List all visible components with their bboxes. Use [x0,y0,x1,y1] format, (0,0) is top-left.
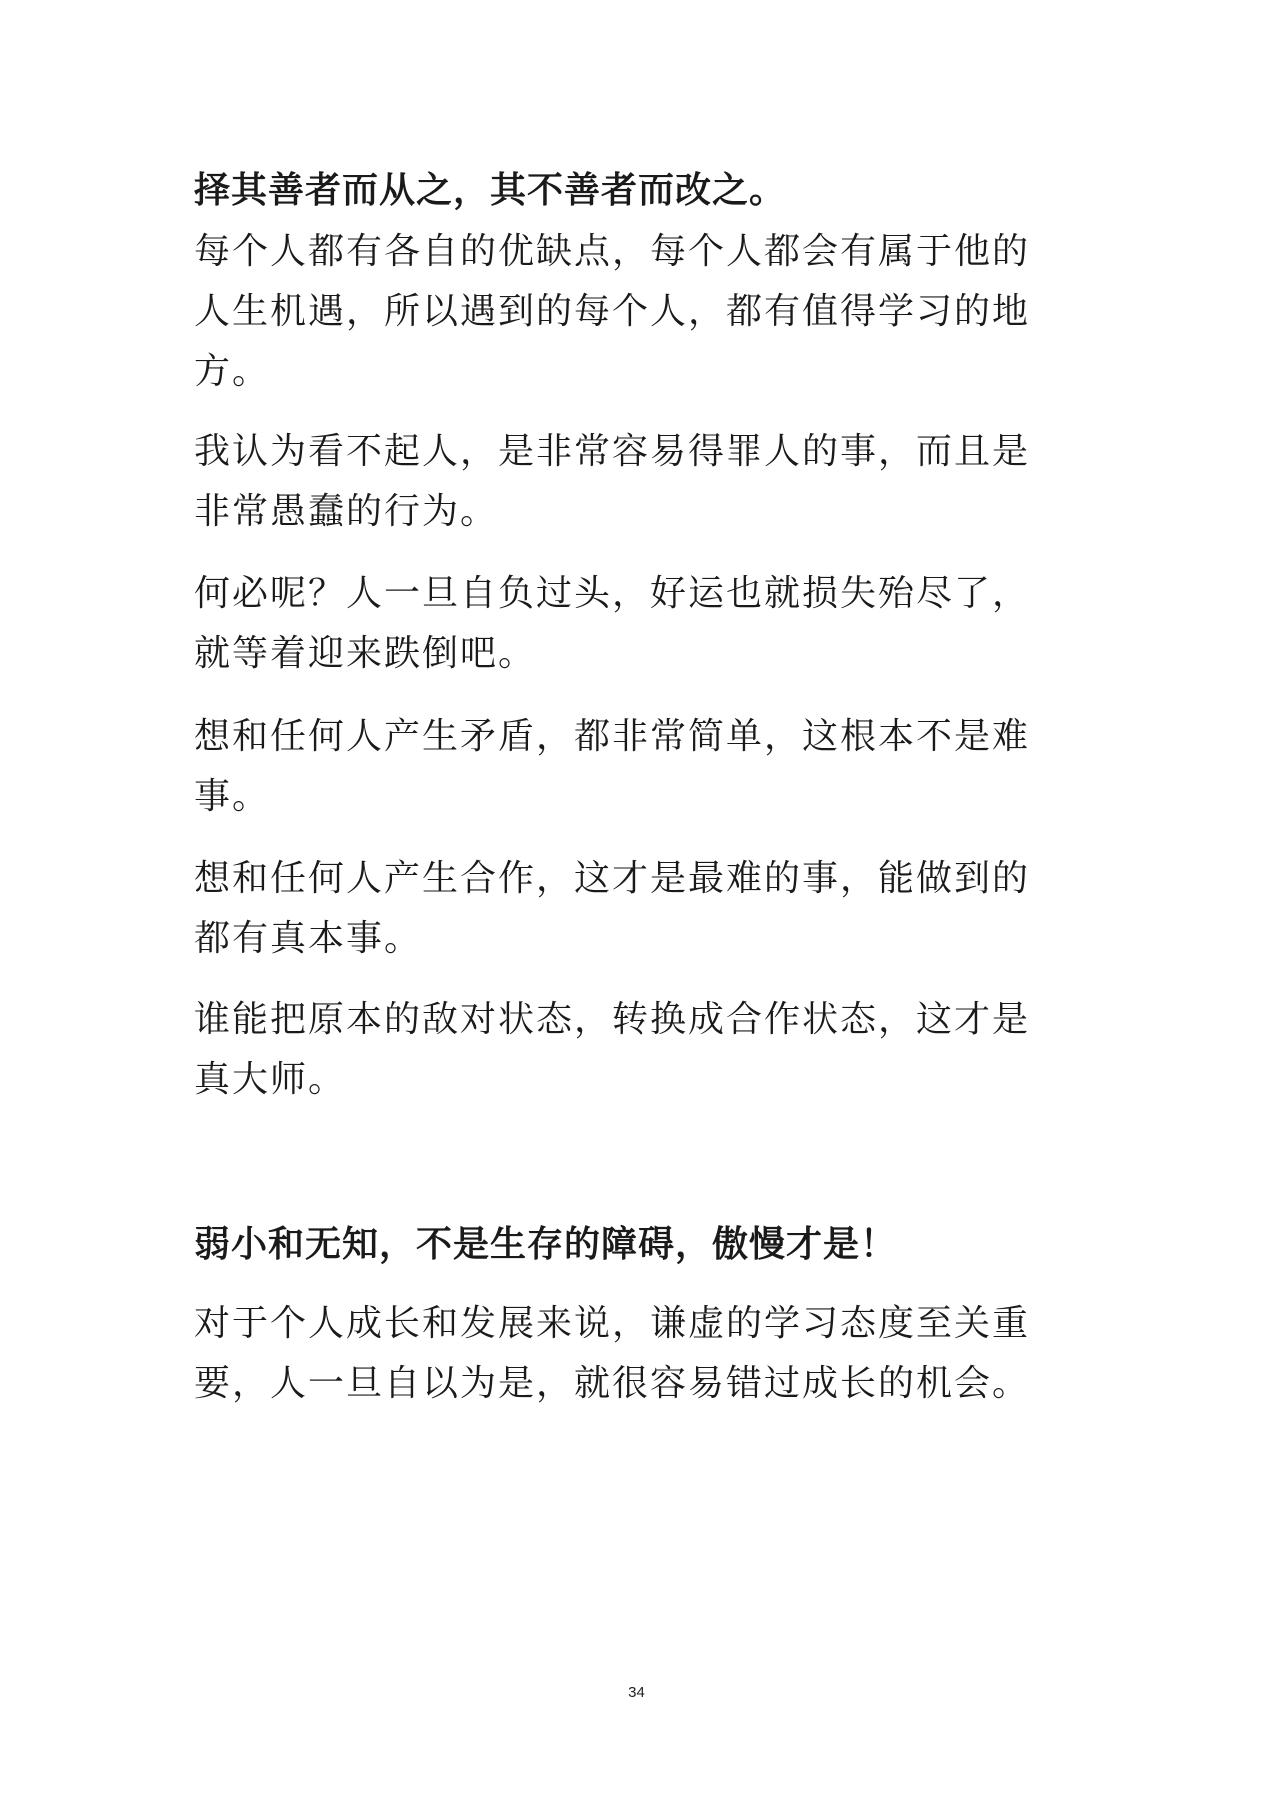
paragraph-line: 我认为看不起人，是非常容易得罪人的事，而且是 [194,431,1031,472]
paragraph-line: 都有真本事。 [194,918,423,959]
paragraph-line: 方。 [194,351,271,392]
paragraph-line: 要，人一旦自以为是，就很容易错过成长的机会。 [194,1363,1031,1404]
paragraph-line: 非常愚蠢的行为。 [194,491,499,532]
paragraph-line: 想和任何人产生矛盾，都非常简单，这根本不是难 [194,716,1031,757]
paragraph-line: 事。 [194,776,271,817]
paragraph-line: 对于个人成长和发展来说，谦虚的学习态度至关重 [194,1303,1031,1344]
paragraph-line: 真大师。 [194,1059,347,1100]
paragraph-line: 每个人都有各自的优缺点，每个人都会有属于他的 [194,231,1031,272]
section-heading-1: 择其善者而从之，其不善者而改之。 [194,169,787,211]
paragraph-line: 人生机遇，所以遇到的每个人，都有值得学习的地 [194,291,1031,332]
section-heading-2: 弱小和无知，不是生存的障碍，傲慢才是！ [194,1223,898,1265]
page-number: 34 [628,1684,645,1701]
paragraph-line: 谁能把原本的敌对状态，转换成合作状态，这才是 [194,999,1031,1040]
paragraph-line: 就等着迎来跌倒吧。 [194,633,537,674]
paragraph-line: 想和任何人产生合作，这才是最难的事，能做到的 [194,858,1031,899]
paragraph-line: 何必呢？人一旦自负过头，好运也就损失殆尽了， [194,573,1031,614]
